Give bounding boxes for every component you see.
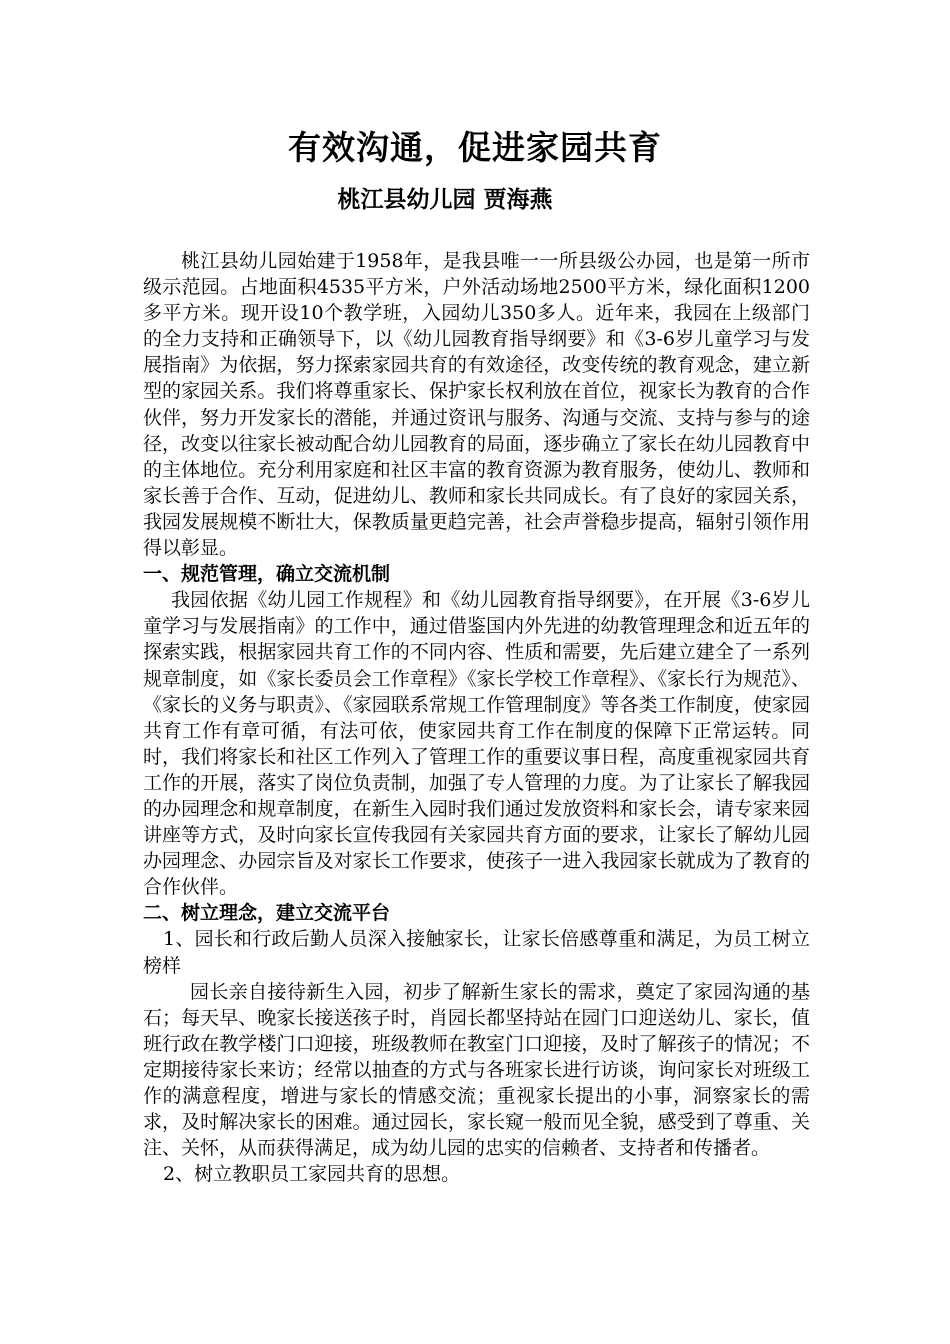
list-item-1-paragraph: 园长亲自接待新生入园，初步了解新生家长的需求，奠定了家园沟通的基石；每天早、晚家长接送孩子时，肖园长都坚持站在园门口迎送幼儿、家长，值班行政在教学楼门口迎接，班级教师在教室门口迎接，及时了解孩子的情况；不定期接待家长来访；经常以抽查的方式与各班家长进行访谈，询问家长对班级工作的满意程度，增进与家长的情感交流；重视家长提出的小事，洞察家长的需求，及时解决家长的困难。通过园长，家长窥一般而见全貌，感受到了尊重、关注、关怀，从而获得满足，成为幼儿园的忠实的信赖者、支持者和传播者。 [143, 980, 810, 1160]
document-subtitle: 桃江县幼儿园 贾海燕 [337, 187, 553, 213]
section-heading-1: 一、规范管理，确立交流机制 [143, 563, 391, 586]
document-body [143, 248, 810, 1187]
intro-paragraph: 桃江县幼儿园始建于1958年，是我县唯一一所县级公办园，也是第一所市级示范园。占地面积4535平方米，户外活动场地2500平方米，绿化面积1200多平方米。现开设10个教学班，入园幼儿350多人。近年来，我园在上级部门的全力支持和正确领导下，以《幼儿园教育指导纲要》和《3-6岁儿童学习与发展指南》为依据，努力探索家园共育的有效途径，改变传统的教育观念，建立新型的家园关系。我们将尊重家长、保护家长权利放在首位，视家长为教育的合作伙伴，努力开发家长的潜能，并通过资讯与服务、沟通与交流、支持与参与的途径，改变以往家长被动配合幼儿园教育的局面，逐步确立了家长在幼儿园教育中的主体地位。充分利用家庭和社区丰富的教育资源为教育服务，使幼儿、教师和家长善于合作、互动，促进幼儿、教师和家长共同成长。有了良好的家园关系，我园发展规模不断壮大，保教质量更趋完善，社会声誉稳步提高，辐射引领作用得以彰显。 [143, 250, 810, 560]
document-title: 有效沟通，促进家园共育 [288, 128, 662, 167]
section-heading-2: 二、树立理念，建立交流平台 [143, 902, 391, 925]
list-item-2-heading: 2、树立教职员工家园共育的思想。 [163, 1163, 461, 1186]
section-1-paragraph: 我园依据《幼儿园工作规程》和《幼儿园教育指导纲要》，在开展《3-6岁儿童学习与发展指南》的工作中，通过借鉴国内外先进的幼教管理理念和近五年的探索实践，根据家园共育工作的不同内容、性质和需要，先后建立建全了一系列规章制度，如《家长委员会工作章程》《家长学校工作章程》、《家长行为规范》、《家长的义务与职责》、《家园联系常规工作管理制度》等各类工作制度，使家园共育工作有章可循，有法可依，使家园共育工作在制度的保障下正常运转。同时，我们将家长和社区工作列入了管理工作的重要议事日程，高度重视家园共育工作的开展，落实了岗位负责制，加强了专人管理的力度。为了让家长了解我园的办园理念和规章制度，在新生入园时我们通过发放资料和家长会，请专家来园讲座等方式，及时向家长宣传我园有关家园共育方面的要求，让家长了解幼儿园办园理念、办园宗旨及对家长工作要求，使孩子一进入我园家长就成为了教育的合作伙伴。 [143, 589, 810, 899]
list-item-1-heading: 1、园长和行政后勤人员深入接触家长，让家长倍感尊重和满足，为员工树立榜样 [143, 928, 810, 977]
